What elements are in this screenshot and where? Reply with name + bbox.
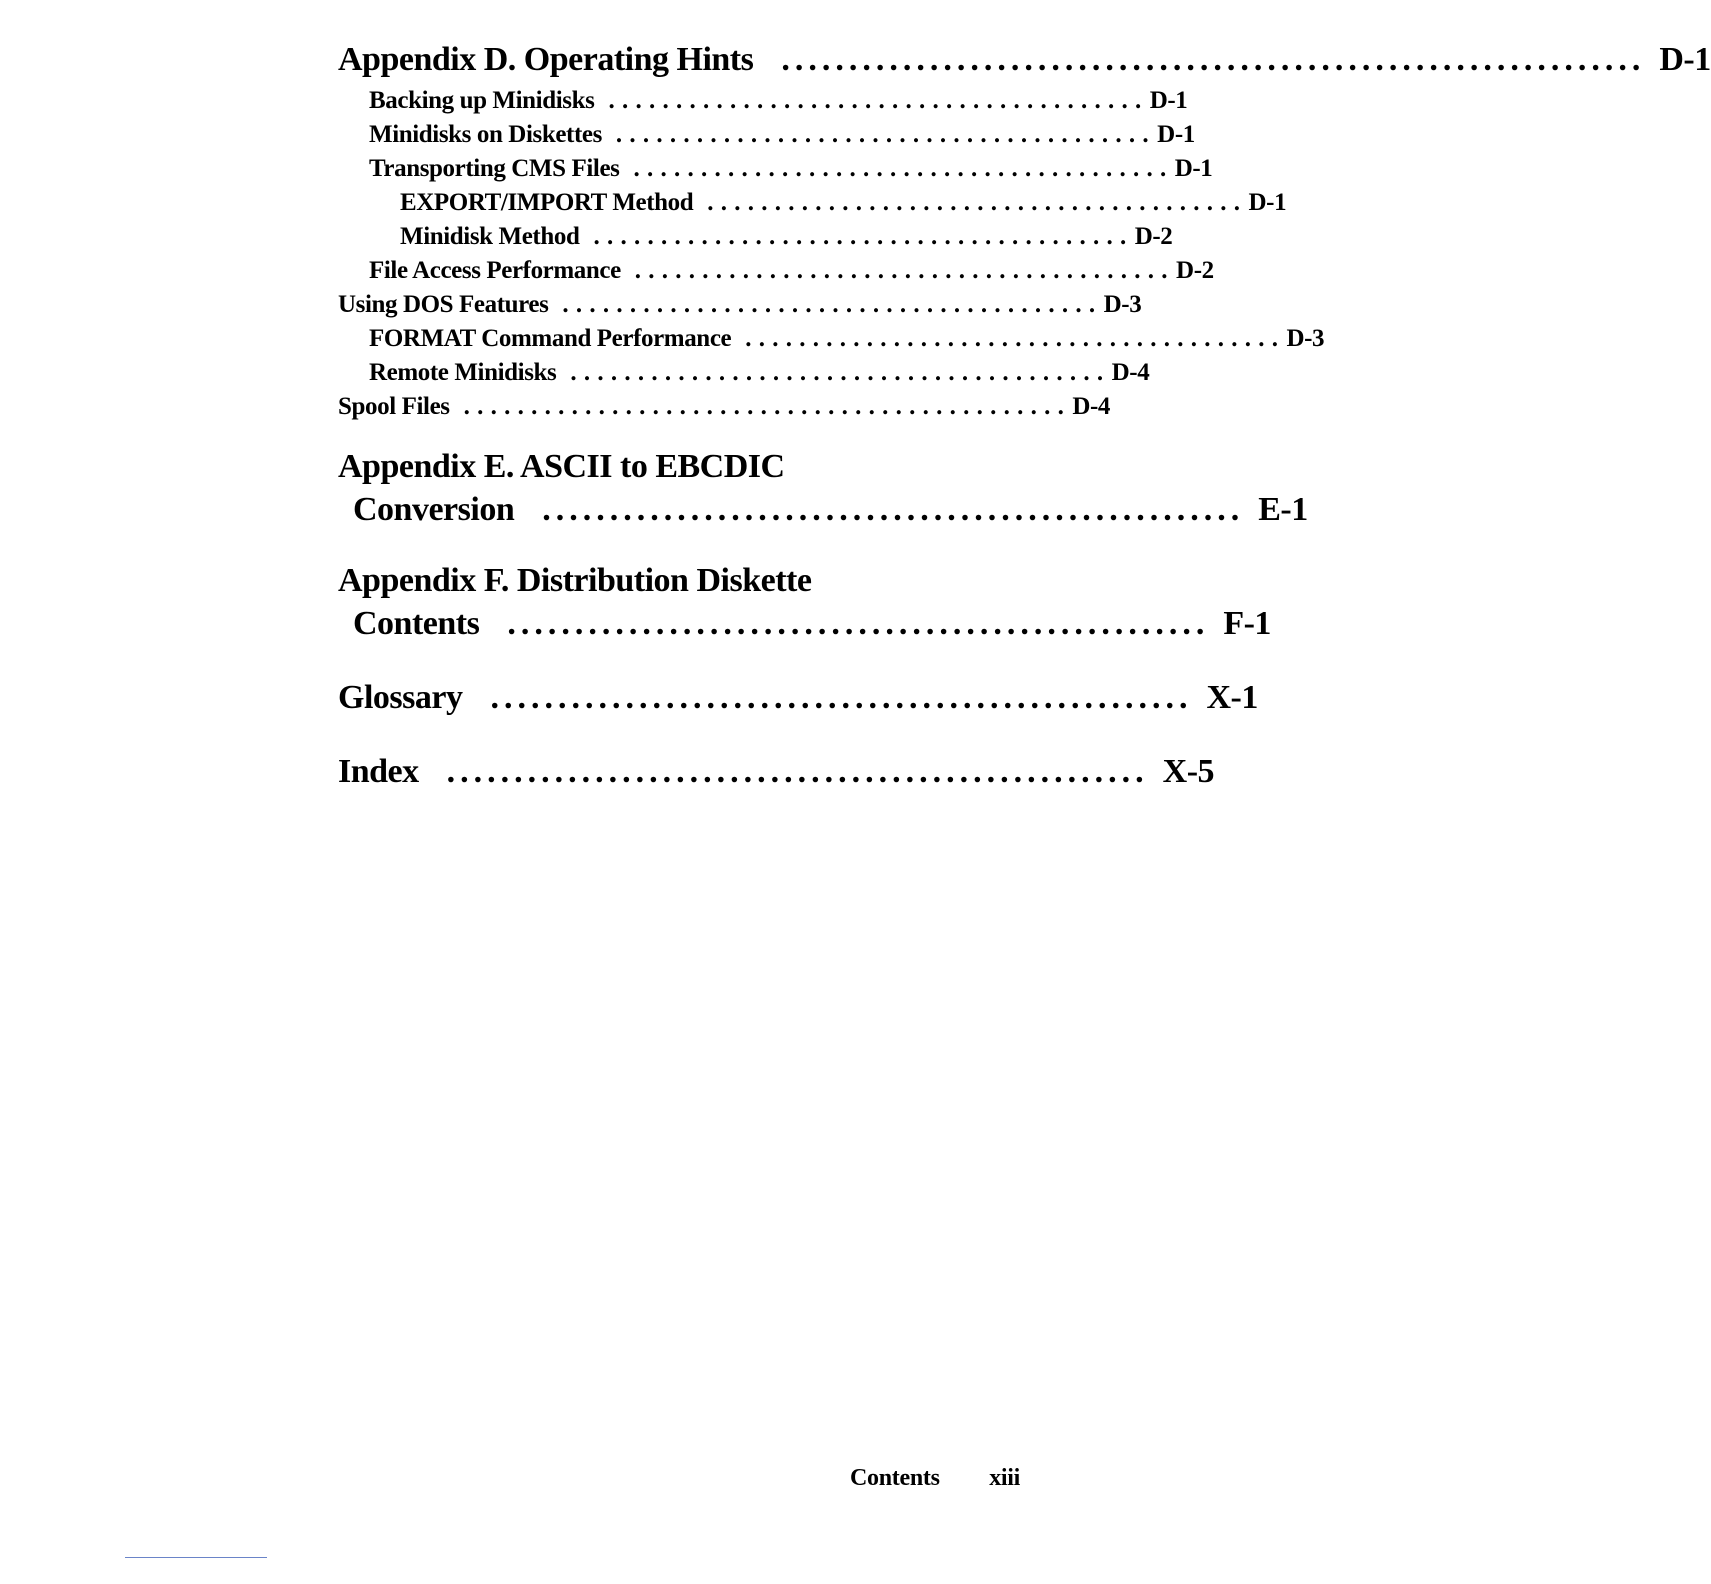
toc-entry-page: D-4	[1072, 393, 1111, 420]
toc-entry-title: Appendix F. Distribution Diskette	[338, 562, 812, 599]
dot-leader: . . . . . . . . . . . . . . . . . . . . . . . . . . . . . . . . . . . . . . . .	[633, 155, 1167, 182]
table-of-contents	[338, 36, 1711, 796]
toc-appendix-f[interactable]	[338, 560, 1271, 646]
toc-entry-page: D-2	[1134, 223, 1173, 250]
toc-entry-page: D-1	[1248, 189, 1287, 216]
toc-entry-title: Using DOS Features	[338, 291, 549, 318]
toc-entry-title: FORMAT Command Performance	[369, 325, 732, 352]
dot-leader: . . . . . . . . . . . . . . . . . . . . . . . . . . . . . . . . . . . . . . . .	[615, 121, 1150, 148]
toc-index[interactable]	[338, 748, 1215, 796]
toc-entry-page: D-3	[1286, 325, 1325, 352]
toc-entry-title: Minidisks on Diskettes	[369, 121, 602, 148]
dot-leader: . . . . . . . . . . . . . . . . . . . . . . . . . . . . . . . . . . . . . . . .	[634, 257, 1169, 284]
toc-entry-title-continued: Contents	[353, 605, 480, 642]
toc-entry-title: Backing up Minidisks	[369, 87, 595, 114]
toc-entry-file-access-performance[interactable]	[338, 254, 1214, 288]
dot-leader: . . . . . . . . . . . . . . . . . . . . . . . . . . . . . . . . . . . . . . . .	[707, 189, 1241, 216]
dot-leader: ....................................................	[490, 679, 1193, 716]
toc-entry-page: E-1	[1258, 491, 1308, 528]
dot-leader: . . . . . . . . . . . . . . . . . . . . . . . . . . . . . . . . . . . . . . . .	[562, 291, 1096, 318]
toc-entry-title: Appendix D. Operating Hints	[338, 41, 754, 78]
toc-entry-title: Index	[338, 753, 419, 790]
toc-entry-title: Remote Minidisks	[369, 359, 557, 386]
dot-leader: . . . . . . . . . . . . . . . . . . . . . . . . . . . . . . . . . . . . . . . .	[608, 87, 1142, 114]
dot-leader: ....................................................	[446, 753, 1149, 790]
toc-entry-title-continued: Conversion	[353, 491, 515, 528]
dot-leader: ....................................................	[507, 605, 1210, 642]
toc-appendix-d[interactable]	[338, 36, 1711, 84]
toc-entry-page: D-3	[1103, 291, 1142, 318]
toc-entry-title: Minidisk Method	[400, 223, 580, 250]
toc-entry-backing-up-minidisks[interactable]	[338, 84, 1188, 118]
toc-appendix-e[interactable]	[338, 446, 1308, 532]
page-footer	[850, 1465, 1020, 1492]
toc-entry-title: File Access Performance	[369, 257, 621, 284]
toc-entry-page: D-1	[1149, 87, 1188, 114]
dot-leader: . . . . . . . . . . . . . . . . . . . . . . . . . . . . . . . . . . . . . . . .	[570, 359, 1104, 386]
toc-entry-title: EXPORT/IMPORT Method	[400, 189, 694, 216]
toc-entry-minidisks-on-diskettes[interactable]	[338, 118, 1195, 152]
toc-entry-page: D-1	[1174, 155, 1213, 182]
toc-glossary[interactable]	[338, 674, 1258, 722]
toc-entry-page: X-5	[1162, 753, 1215, 790]
toc-entry-title: Spool Files	[338, 393, 450, 420]
dot-leader: . . . . . . . . . . . . . . . . . . . . . . . . . . . . . . . . . . . . . . . . . . . . .	[463, 393, 1065, 420]
toc-entry-remote-minidisks[interactable]	[338, 356, 1150, 390]
scan-edge-line	[125, 1557, 267, 1558]
toc-entry-title: Glossary	[338, 679, 463, 716]
toc-entry-page: D-4	[1111, 359, 1150, 386]
toc-entry-page: D-1	[1659, 41, 1711, 78]
toc-entry-format-command-performance[interactable]	[338, 322, 1325, 356]
footer-section-title: Contents	[850, 1465, 940, 1491]
toc-entry-title: Transporting CMS Files	[369, 155, 620, 182]
toc-entry-spool-files[interactable]	[338, 390, 1111, 424]
toc-entry-page: D-1	[1157, 121, 1195, 148]
dot-leader: . . . . . . . . . . . . . . . . . . . . . . . . . . . . . . . . . . . . . . . .	[593, 223, 1127, 250]
toc-entry-page: F-1	[1223, 605, 1271, 642]
footer-page-number: xiii	[989, 1465, 1020, 1491]
dot-leader: . . . . . . . . . . . . . . . . . . . . . . . . . . . . . . . . . . . . . . . .	[745, 325, 1279, 352]
toc-entry-export-import-method[interactable]	[338, 186, 1287, 220]
toc-entry-title: Appendix E. ASCII to EBCDIC	[338, 448, 785, 485]
dot-leader: ................................................................	[781, 41, 1646, 78]
toc-entry-page: X-1	[1206, 679, 1258, 716]
toc-entry-page: D-2	[1176, 257, 1214, 284]
dot-leader: ....................................................	[542, 491, 1245, 528]
toc-entry-minidisk-method[interactable]	[338, 220, 1173, 254]
toc-entry-transporting-cms-files[interactable]	[338, 152, 1213, 186]
toc-entry-using-dos-features[interactable]	[338, 288, 1142, 322]
